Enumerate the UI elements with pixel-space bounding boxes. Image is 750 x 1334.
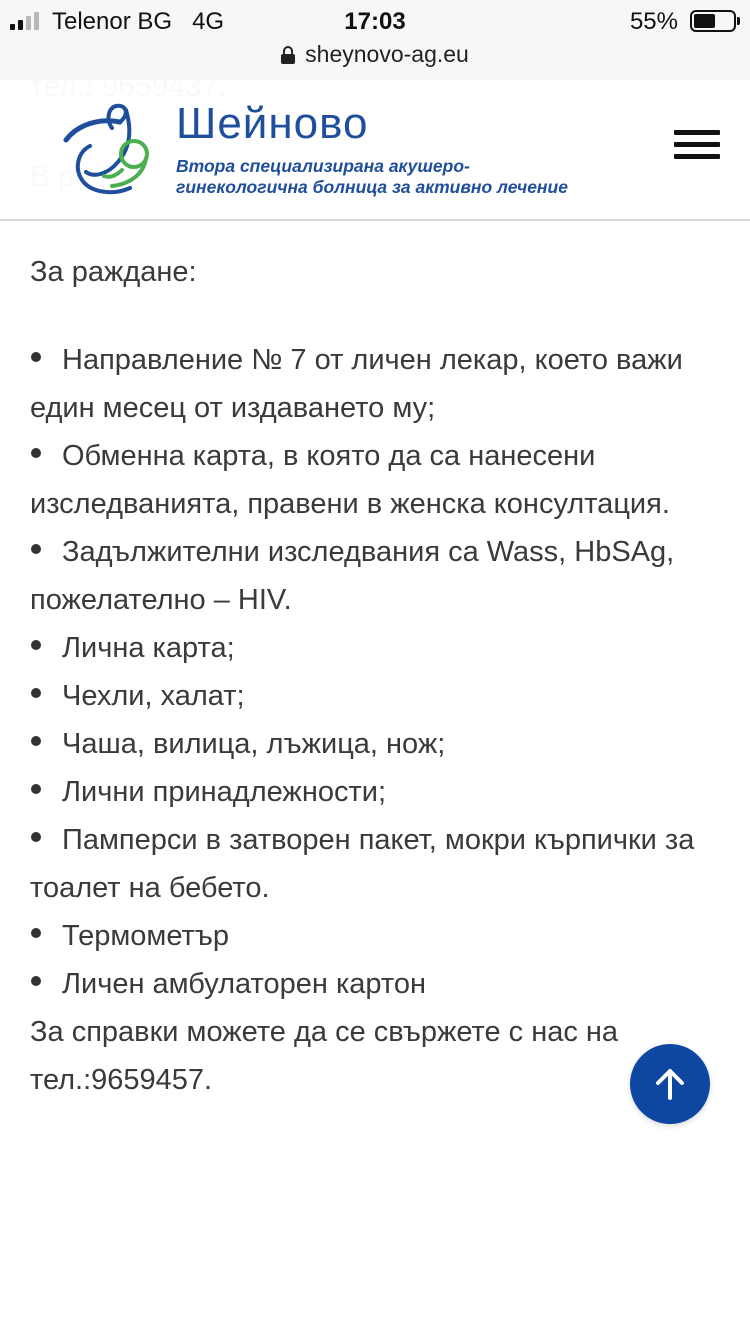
hamburger-menu-icon[interactable] (674, 128, 720, 162)
clock: 17:03 (344, 8, 406, 35)
bullet-icon (31, 736, 41, 746)
status-bar (0, 0, 750, 80)
bullet-icon (31, 976, 41, 986)
contact-note-line-1: За справки можете да се свържете с нас на (30, 1016, 619, 1048)
list-item (30, 624, 720, 672)
list-item (30, 336, 720, 432)
bullet-icon (31, 352, 41, 362)
bullet-icon (31, 544, 41, 554)
list-item (30, 528, 720, 624)
main-content (30, 248, 720, 1104)
list-item-text: Обменна карта, в която да са нанесени изследванията, правени в женска консултация. (30, 440, 670, 520)
bullet-icon (31, 640, 41, 650)
list-item (30, 768, 720, 816)
battery-nub (737, 17, 740, 25)
list-item-text: Памперси в затворен пакет, мокри кърпички за тоалет на бебето. (30, 824, 695, 904)
tagline-line-2: гинекологична болница за активно лечение (176, 177, 568, 197)
list-item-text: Чехли, халат; (62, 680, 245, 712)
section-intro: За раждане: (30, 256, 197, 288)
contact-note (30, 1008, 720, 1104)
brand-tagline (176, 156, 568, 198)
list-item-text: Чаша, вилица, лъжица, нож; (62, 728, 446, 760)
bullet-icon (31, 448, 41, 458)
list-item (30, 912, 720, 960)
arrow-up-icon (650, 1064, 690, 1104)
mother-child-logo-icon[interactable] (60, 100, 156, 200)
tagline-line-1: Втора специализирана акушеро- (176, 156, 470, 176)
url-text: sheynovo-ag.eu (305, 41, 469, 67)
list-item (30, 816, 720, 912)
bullet-icon (31, 928, 41, 938)
bullet-icon (31, 832, 41, 842)
list-item (30, 720, 720, 768)
battery-percent: 55% (629, 8, 678, 35)
battery-icon (690, 10, 736, 32)
list-item (30, 432, 720, 528)
scroll-to-top-button[interactable] (630, 1044, 710, 1124)
list-item-text: Лична карта; (62, 632, 235, 664)
network-type: 4G (192, 8, 225, 35)
list-item (30, 672, 720, 720)
brand-name[interactable]: Шейново (176, 99, 369, 148)
address-bar[interactable] (0, 40, 750, 68)
carrier-name: Telenor BG (52, 8, 173, 35)
requirements-list (30, 336, 720, 1008)
lock-icon (281, 46, 295, 64)
list-item-text: Личен амбулаторен картон (62, 968, 426, 1000)
bullet-icon (31, 784, 41, 794)
bullet-icon (31, 688, 41, 698)
battery-fill (694, 14, 715, 28)
site-header (0, 80, 750, 221)
list-item (30, 960, 720, 1008)
list-item-text: Лични принадлежности; (62, 776, 387, 808)
contact-note-line-2: тел.:9659457. (30, 1064, 213, 1096)
list-item-text: Задължителни изследвания са Wass, HbSAg, пожелателно – HIV. (30, 536, 675, 616)
list-item-text: Термометър (62, 920, 230, 952)
list-item-text: Направление № 7 от личен лекар, което важи един месец от издаването му; (30, 344, 683, 424)
